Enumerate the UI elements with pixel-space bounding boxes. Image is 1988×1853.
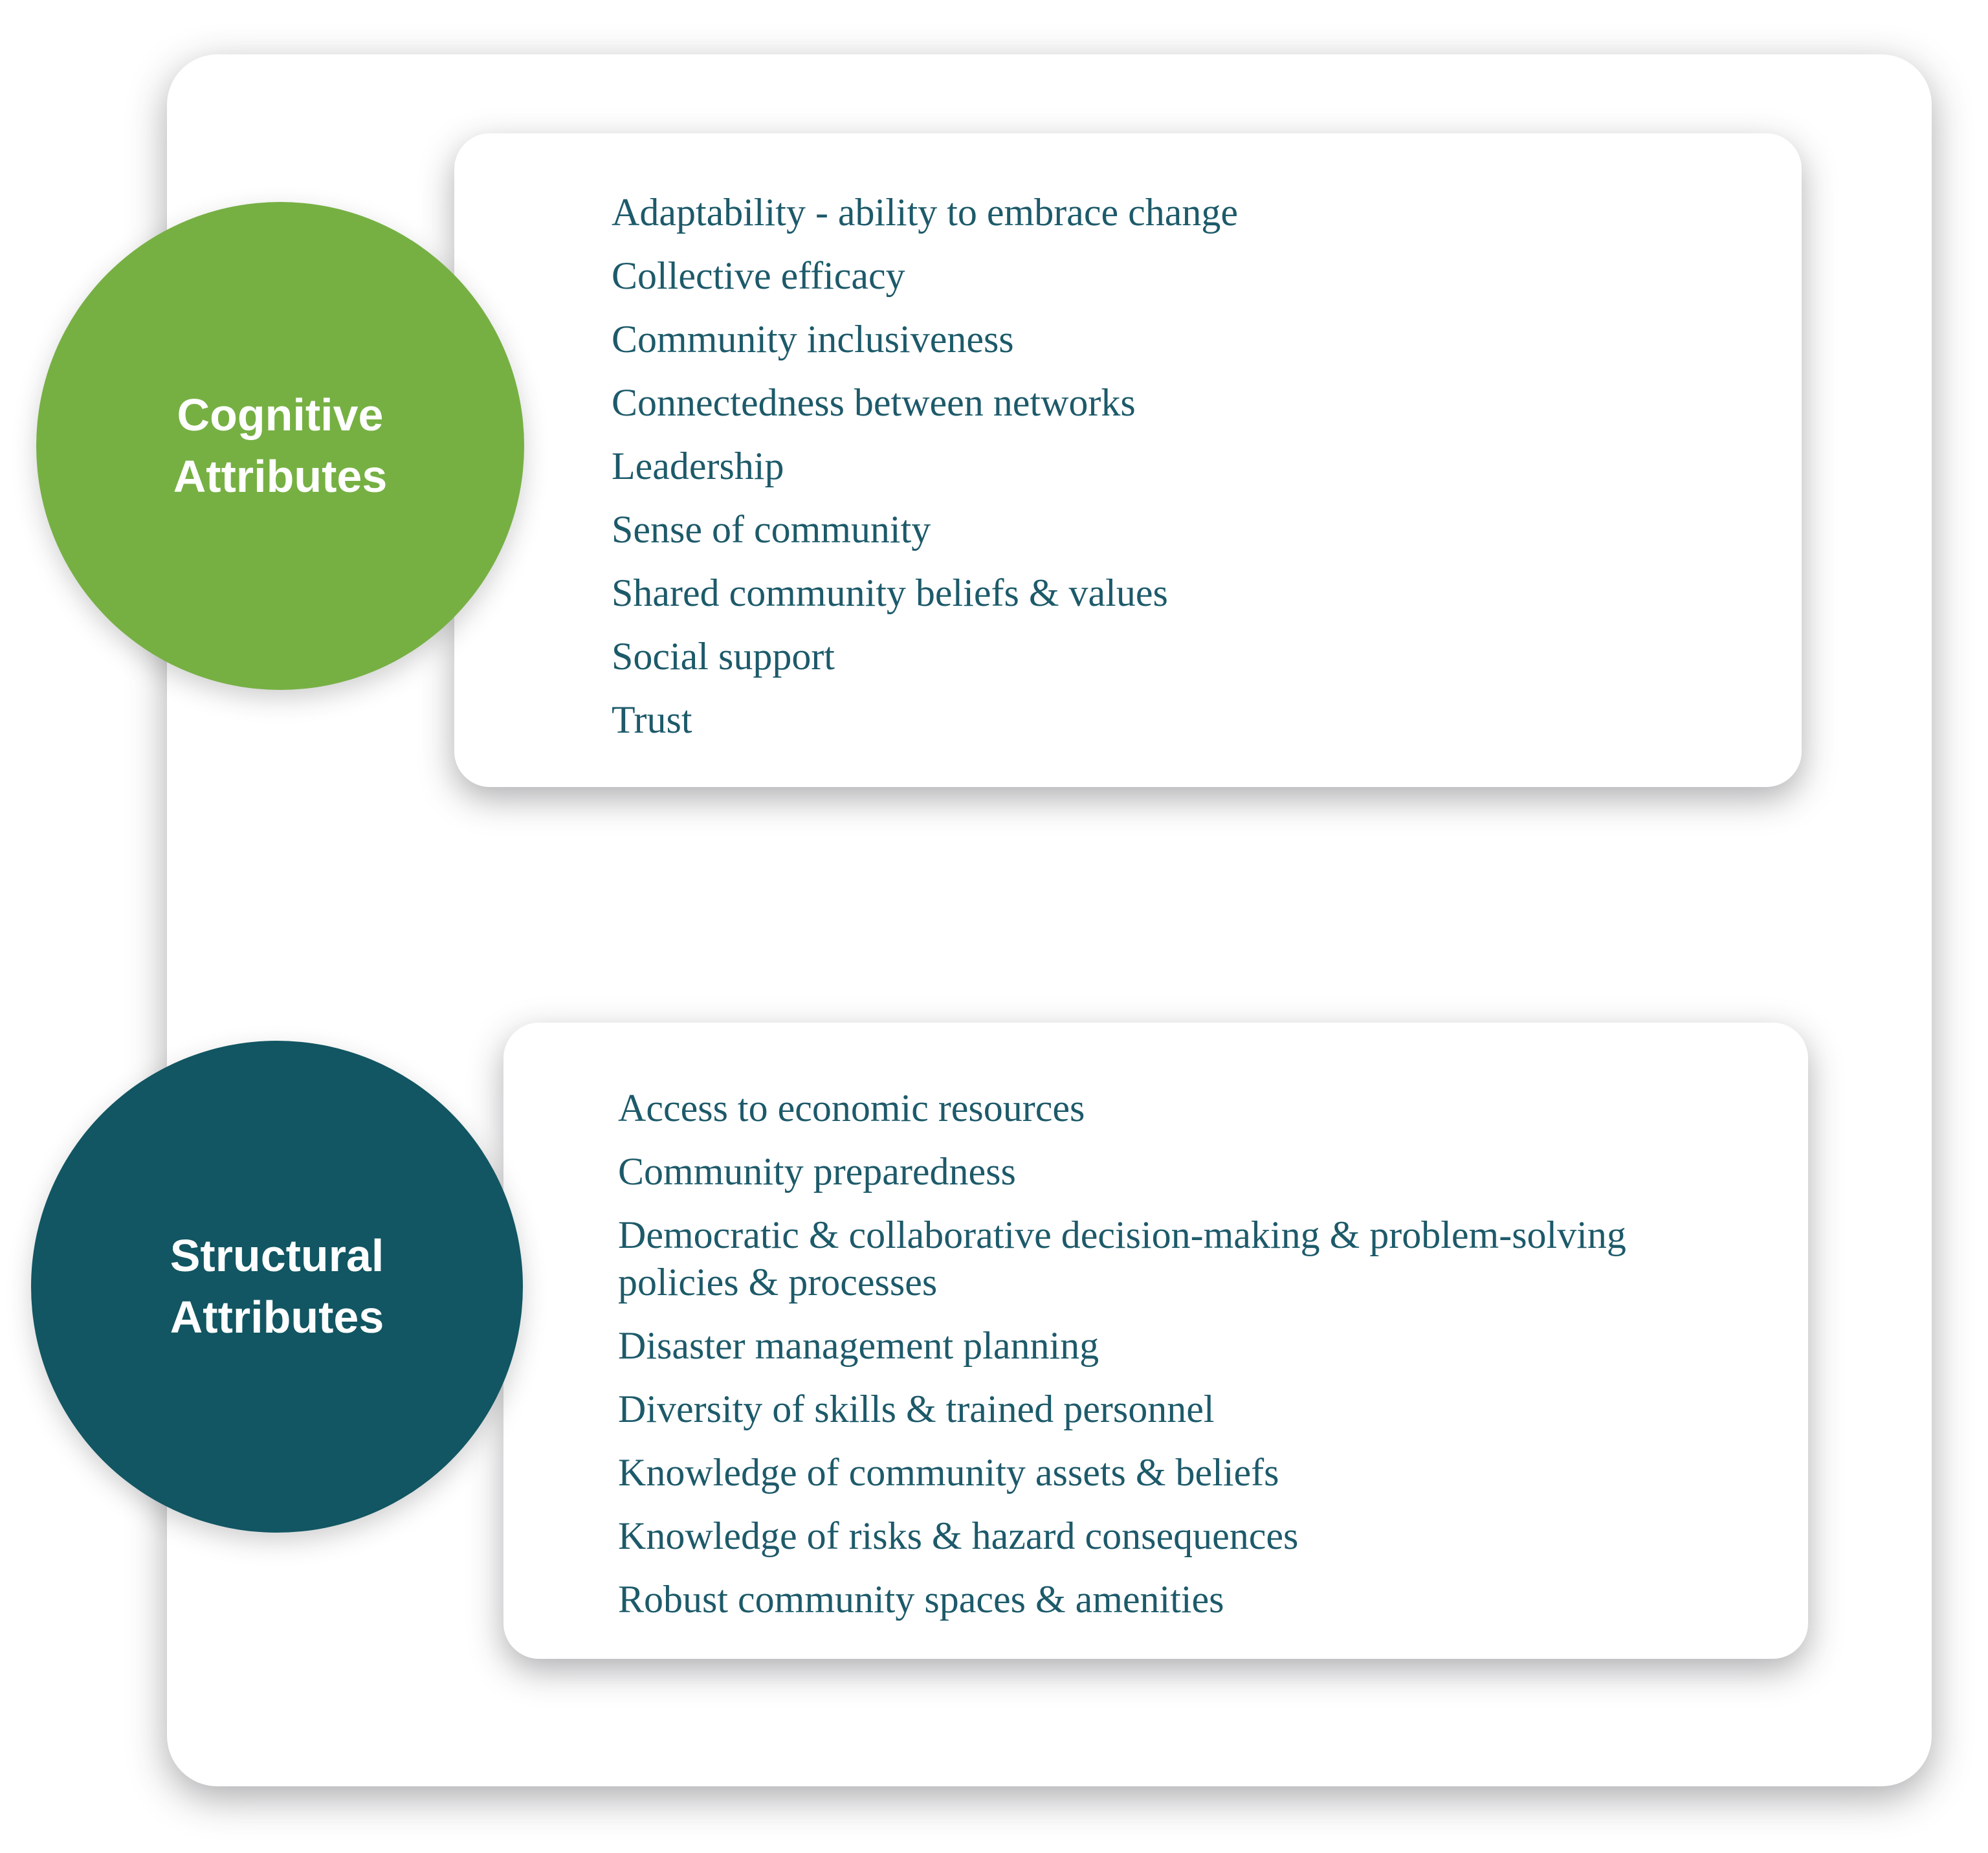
cognitive-circle-label: Cognitive Attributes	[173, 389, 388, 502]
structural-circle-label: Structural Attributes	[170, 1230, 384, 1342]
list-item: Diversity of skills & trained personnel	[618, 1388, 1215, 1430]
list-item: Trust	[612, 698, 692, 741]
list-item: Social support	[612, 635, 835, 678]
list-item: Knowledge of community assets & beliefs	[618, 1451, 1279, 1494]
list-item: Collective efficacy	[612, 254, 905, 297]
list-item: Community inclusiveness	[612, 318, 1014, 361]
structural-attributes-card	[503, 1023, 1808, 1659]
list-item: Leadership	[612, 445, 784, 487]
list-item: Disaster management planning	[618, 1324, 1099, 1367]
list-item: Access to economic resources	[618, 1087, 1085, 1129]
list-item: Sense of community	[612, 508, 931, 551]
cognitive-attributes-list	[612, 189, 1751, 760]
structural-attributes-list	[618, 1085, 1738, 1639]
list-item: Knowledge of risks & hazard consequences	[618, 1515, 1299, 1557]
cognitive-attributes-circle	[36, 202, 524, 690]
structural-attributes-circle	[31, 1041, 523, 1533]
list-item: Connectedness between networks	[612, 381, 1136, 424]
list-item: Adaptability - ability to embrace change	[612, 191, 1238, 234]
list-item: Shared community beliefs & values	[612, 571, 1168, 614]
cognitive-attributes-card	[454, 133, 1802, 787]
list-item: Democratic & collaborative decision-making & problem-solving policies & processes	[618, 1214, 1626, 1304]
list-item: Community preparedness	[618, 1150, 1016, 1193]
list-item: Robust community spaces & amenities	[618, 1578, 1224, 1621]
